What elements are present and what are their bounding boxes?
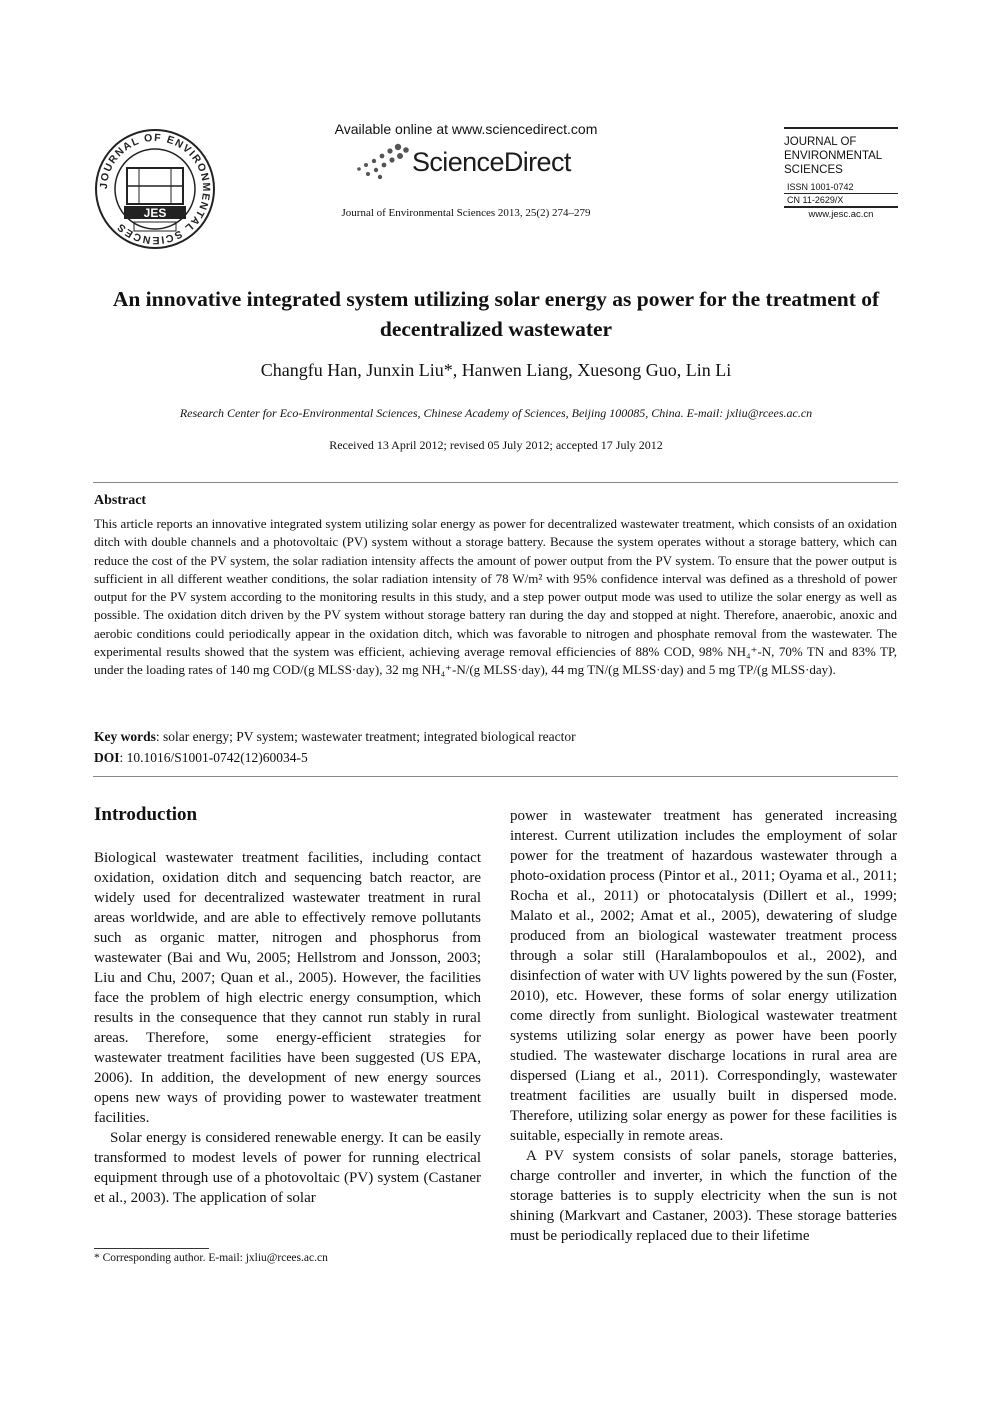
author-affiliation: Research Center for Eco-Environmental Sciences, Chinese Academy of Sciences, Beijing 100085, China. E-mail: jxliu@rcees.ac.cn: [179, 406, 813, 420]
sciencedirect-dots-icon: [354, 143, 412, 181]
journal-masthead: [784, 127, 898, 220]
journal-citation: Journal of Environmental Sciences 2013, 25(2) 274–279: [341, 207, 591, 219]
doi-value[interactable]: : 10.1016/S1001-0742(12)60034-5: [119, 750, 308, 765]
abstract-heading: Abstract: [94, 493, 147, 508]
masthead-cn: CN 11-2629/X: [787, 195, 844, 205]
masthead-journal-name: [784, 129, 898, 181]
masthead-line-2: ENVIRONMENTAL: [784, 150, 883, 162]
paragraph: Biological wastewater treatment facilities, including contact oxidation, oxidation ditch and sequencing batch reactor, are widely used for decentralized wastewater treatment in rural areas worldwide, and are able to effectively remove pollutants such as organic matter, nitrogen and phosphorus from wastewater (Bai and Wu, 2005; Hellstrom and Jonsson, 2003; Liu and Chu, 2007; Quan et al., 2005). However, the facilities face the problem of high electric energy consumption, which results in the consequence that they cannot run stably in rural areas. Therefore, some energy-efficient strategies for wastewater treatment facilities have been suggested (US EPA, 2006). In addition, the development of new energy sources opens new ways of providing power to wastewater treatment facilities.: [94, 850, 481, 1126]
keywords: [94, 729, 897, 745]
seal-abbrev: JES: [143, 206, 167, 220]
article-history: Received 13 April 2012; revised 05 July 2012; accepted 17 July 2012: [329, 438, 663, 452]
corresponding-author-footnote: * Corresponding author. E-mail: jxliu@rcees.ac.cn: [94, 1252, 328, 1264]
doi-label: DOI: [94, 750, 120, 765]
available-online-text: Available online at www.sciencedirect.com: [334, 121, 598, 137]
paragraph: power in wastewater treatment has generated increasing interest. Current utilization includes the employment of solar power for the treatment of hazardous wastewater through a photo-oxidation process (Pintor et al., 2011; Oyama et al., 2011; Rocha et al., 2011) or photocatalysis (Dillert et al., 1999; Malato et al., 2002; Amat et al., 2005), dewatering of sludge produced from an biological wastewater treatment process through a solar still (Haralambopoulos et al., 2002), and disinfection of water with UV lights powered by the sun (Foster, 2010), etc. However, these forms of solar energy utilization come directly from sunlight. Biological wastewater treatment systems utilizing solar energy as power have been poorly studied. The wastewater discharge locations in rural area are dispersed (Liang et al., 2011). Correspondingly, wastewater treatment facilities are usually built in dispersed mode. Therefore, utilizing solar energy as power for these facilities is suitable, especially in remote areas.: [510, 808, 897, 1144]
paragraph: A PV system consists of solar panels, storage batteries, charge controller and inverter, in which the function of the storage batteries is to supply electricity when the sun is not shining (Markvart and Castaner, 2003). These storage batteries must be periodically replaced due to their lifetime: [510, 1148, 897, 1244]
left-column: [94, 848, 481, 1208]
footnote-rule: [94, 1248, 209, 1249]
keywords-label: Key words: [94, 729, 156, 744]
abstract-text: This article reports an innovative integrated system utilizing solar energy as power for decentralized wastewater treatment, which consists of an oxidation ditch with double channels and a photovoltaic (PV) system without a storage battery. Because the system operates without a storage battery, which can reduce the cost of the PV system, the solar radiation intensity affects the amount of power output from the PV system. To ensure that the power output is sufficient in all different weather conditions, the solar radiation intensity of 78 W/m² with 95% confidence interval was defined as a threshold of power output for the PV system according to the monitoring results in this study, and a step power output mode was used to utilize the solar energy as well as possible. The oxidation ditch driven by the PV system without storage battery ran during the day and stopped at night. Therefore, anaerobic, anoxic and aerobic conditions could periodically appear in the oxidation ditch, which was favorable to nitrogen and phosphate removal from the wastewater. The experimental results showed that the system was efficient, achieving average removal efficiencies of 88% COD, 98% NH₄⁺-N, 70% TN and 83% TP, under the loading rates of 140 mg COD/(g MLSS·day), 32 mg NH₄⁺-N/(g MLSS·day), 44 mg TN/(g MLSS·day) and 5 mg TP/(g MLSS·day).: [94, 516, 897, 678]
sciencedirect-logo[interactable]: [354, 141, 584, 183]
journal-seal-logo: [94, 128, 216, 250]
doi: [94, 750, 897, 766]
right-column: [510, 806, 897, 1246]
masthead-line-1: JOURNAL OF: [784, 136, 857, 148]
divider: [93, 776, 898, 777]
article-title: An innovative integrated system utilizing solar energy as power for the treatment of decentralized wastewater: [112, 287, 880, 341]
sciencedirect-wordmark: ScienceDirect: [412, 147, 571, 177]
paragraph: Solar energy is considered renewable energy. It can be easily transformed to modest levels of power for running electrical equipment through use of a photovoltaic (PV) system (Castaner et al., 2003). The application of solar: [94, 1130, 481, 1206]
section-heading-introduction: Introduction: [94, 804, 198, 825]
masthead-line-3: SCIENCES: [784, 164, 843, 176]
seal-ring-text: JOURNAL OF ENVIRONMENTAL SCIENCES: [97, 131, 213, 247]
masthead-issn: ISSN 1001-0742: [787, 182, 854, 192]
divider: [93, 482, 898, 483]
journal-website-link[interactable]: www.jesc.ac.cn: [808, 209, 874, 220]
author-list: Changfu Han, Junxin Liu*, Hanwen Liang, Xuesong Guo, Lin Li: [260, 360, 732, 380]
keywords-value: : solar energy; PV system; wastewater treatment; integrated biological reactor: [155, 729, 576, 744]
